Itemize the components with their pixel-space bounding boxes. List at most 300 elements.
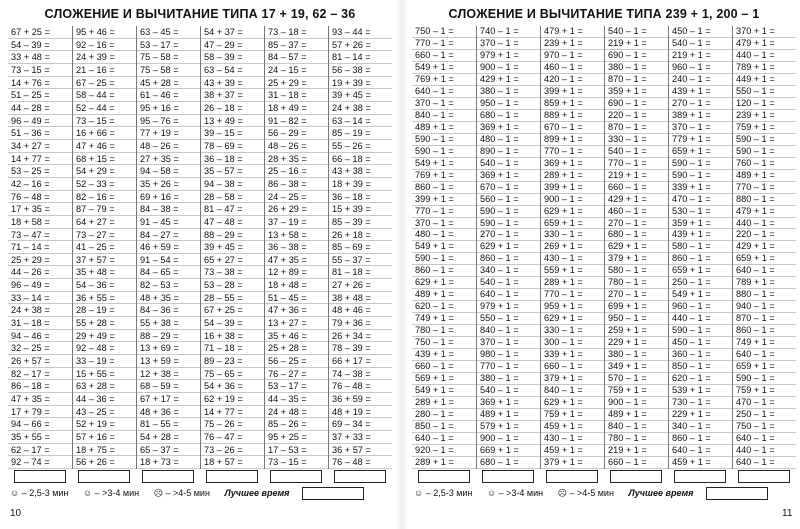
exercise-item: 64 + 27 =: [73, 216, 136, 229]
exercise-item: 449 + 1 =: [733, 74, 796, 86]
exercise-item: 55 – 26 =: [329, 140, 392, 153]
exercise-item: 24 + 38 =: [329, 102, 392, 115]
exercise-item: 26 + 34 =: [329, 330, 392, 343]
exercise-item: 84 – 38 =: [137, 203, 200, 216]
exercise-item: 35 + 48 =: [73, 266, 136, 279]
exercise-item: 620 – 1 =: [669, 373, 732, 385]
exercise-item: 549 + 1 =: [412, 241, 476, 253]
exercise-item: 89 – 23 =: [201, 355, 264, 368]
exercise-item: 39 – 15 =: [201, 127, 264, 140]
exercise-item: 660 – 1 =: [541, 361, 604, 373]
exercise-item: 580 – 1 =: [669, 241, 732, 253]
exercise-item: 28 – 55 =: [201, 292, 264, 305]
legend-medium: ☺ – >3-4 мин: [486, 487, 544, 498]
exercise-item: 300 – 1 =: [541, 337, 604, 349]
exercise-item: 769 + 1 =: [412, 74, 476, 86]
left-legend: [10, 487, 394, 500]
exercise-item: 51 – 36 =: [8, 127, 72, 140]
exercise-item: 54 – 39 =: [201, 317, 264, 330]
exercise-item: 340 – 1 =: [669, 421, 732, 433]
exercise-item: 219 + 1 =: [669, 50, 732, 62]
exercise-item: 37 – 19 =: [265, 216, 328, 229]
exercise-item: 47 – 48 =: [201, 216, 264, 229]
exercise-item: 660 – 1 =: [412, 361, 476, 373]
exercise-item: 880 – 1 =: [733, 194, 796, 206]
page-number: 10: [10, 508, 22, 519]
exercise-item: 85 – 37 =: [265, 39, 328, 52]
exercise-item: 629 + 1 =: [412, 277, 476, 289]
exercise-item: 590 – 1 =: [669, 170, 732, 182]
exercise-item: 250 – 1 =: [733, 409, 796, 421]
exercise-item: 670 – 1 =: [477, 182, 540, 194]
exercise-item: 270 – 1 =: [669, 98, 732, 110]
exercise-item: 47 – 29 =: [201, 39, 264, 52]
exercise-item: 940 – 1 =: [733, 301, 796, 313]
exercise-item: 95 + 46 =: [73, 26, 136, 39]
time-box: [142, 470, 194, 483]
exercise-item: 459 + 1 =: [541, 421, 604, 433]
exercise-item: 590 – 1 =: [733, 146, 796, 158]
exercise-item: 79 + 36 =: [329, 317, 392, 330]
exercise-item: 67 + 17 =: [137, 393, 200, 406]
exercise-item: 76 – 48 =: [329, 456, 392, 469]
exercise-item: 54 – 39 =: [8, 39, 72, 52]
exercise-item: 31 – 18 =: [265, 89, 328, 102]
exercise-item: 470 – 1 =: [669, 194, 732, 206]
exercise-item: 660 – 1 =: [605, 457, 668, 469]
exercise-item: 71 – 14 =: [8, 241, 72, 254]
exercise-item: 750 – 1 =: [412, 337, 476, 349]
exercise-item: 840 – 1 =: [412, 110, 476, 122]
time-box: [14, 470, 66, 483]
exercise-item: 44 – 36 =: [73, 393, 136, 406]
exercise-item: 240 – 1 =: [669, 74, 732, 86]
exercise-item: 39 + 45 =: [329, 89, 392, 102]
exercise-item: 270 – 1 =: [605, 218, 668, 230]
exercise-item: 84 – 36 =: [137, 304, 200, 317]
exercise-item: 289 + 1 =: [541, 170, 604, 182]
exercise-item: 340 – 1 =: [477, 265, 540, 277]
exercise-item: 58 – 44 =: [73, 89, 136, 102]
exercise-item: 330 – 1 =: [541, 325, 604, 337]
exercise-item: 640 – 1 =: [477, 289, 540, 301]
exercise-item: 18 + 48 =: [265, 279, 328, 292]
exercise-item: 52 – 44 =: [73, 102, 136, 115]
exercise-item: 289 + 1 =: [412, 397, 476, 409]
exercise-item: 33 – 19 =: [73, 355, 136, 368]
exercise-item: 220 – 1 =: [605, 110, 668, 122]
exercise-item: 35 + 55 =: [8, 431, 72, 444]
exercise-item: 770 – 1 =: [541, 289, 604, 301]
exercise-item: 680 – 1 =: [605, 229, 668, 241]
time-box: [206, 470, 258, 483]
exercise-item: 31 – 18 =: [8, 317, 72, 330]
exercise-item: 86 – 38 =: [265, 178, 328, 191]
exercise-item: 369 + 1 =: [541, 158, 604, 170]
exercise-item: 32 – 25 =: [8, 342, 72, 355]
exercise-item: 379 + 1 =: [541, 373, 604, 385]
exercise-item: 56 – 38 =: [329, 64, 392, 77]
legend-best-time: Лучшее время: [224, 487, 290, 498]
exercise-item: 47 + 36 =: [265, 304, 328, 317]
exercise-item: 28 – 58 =: [201, 191, 264, 204]
exercise-item: 48 + 36 =: [137, 406, 200, 419]
exercise-item: 35 + 26 =: [137, 178, 200, 191]
exercise-item: 669 + 1 =: [477, 445, 540, 457]
exercise-item: 219 + 1 =: [605, 445, 668, 457]
exercise-item: 81 – 55 =: [137, 418, 200, 431]
exercise-item: 71 – 18 =: [201, 342, 264, 355]
exercise-item: 36 + 55 =: [73, 292, 136, 305]
exercise-item: 430 – 1 =: [541, 433, 604, 445]
exercise-item: 18 + 58 =: [8, 216, 72, 229]
exercise-item: 56 – 25 =: [265, 355, 328, 368]
exercise-item: 84 – 57 =: [265, 51, 328, 64]
exercise-item: 28 – 19 =: [73, 304, 136, 317]
exercise-item: 289 + 1 =: [412, 457, 476, 469]
exercise-item: 370 – 1 =: [477, 337, 540, 349]
exercise-item: 93 – 44 =: [329, 26, 392, 39]
exercise-item: 270 – 1 =: [605, 289, 668, 301]
exercise-item: 540 – 1 =: [605, 146, 668, 158]
exercise-item: 78 – 69 =: [201, 140, 264, 153]
exercise-item: 439 + 1 =: [669, 86, 732, 98]
exercise-item: 94 – 38 =: [201, 178, 264, 191]
exercise-item: 540 – 1 =: [669, 38, 732, 50]
exercise-item: 860 – 1 =: [412, 265, 476, 277]
exercise-column: [264, 26, 328, 469]
exercise-item: 339 + 1 =: [541, 349, 604, 361]
exercise-item: 18 + 73 =: [137, 456, 200, 469]
exercise-item: 750 – 1 =: [733, 421, 796, 433]
exercise-item: 580 – 1 =: [605, 265, 668, 277]
exercise-item: 479 + 1 =: [733, 38, 796, 50]
exercise-item: 94 – 58 =: [137, 165, 200, 178]
exercise-item: 47 + 35 =: [265, 254, 328, 267]
exercise-item: 54 + 36 =: [201, 380, 264, 393]
time-box: [610, 470, 662, 483]
exercise-item: 18 + 39 =: [329, 178, 392, 191]
exercise-item: 47 + 35 =: [8, 393, 72, 406]
exercise-item: 65 + 27 =: [201, 254, 264, 267]
exercise-item: 81 – 47 =: [201, 203, 264, 216]
exercise-item: 13 + 27 =: [265, 317, 328, 330]
exercise-item: 62 – 17 =: [8, 444, 72, 457]
exercise-item: 48 + 19 =: [329, 406, 392, 419]
exercise-column: [732, 26, 796, 469]
exercise-item: 480 – 1 =: [412, 229, 476, 241]
exercise-item: 379 + 1 =: [541, 457, 604, 469]
exercise-item: 58 – 39 =: [201, 51, 264, 64]
exercise-item: 659 + 1 =: [669, 265, 732, 277]
exercise-item: 12 + 89 =: [265, 266, 328, 279]
exercise-item: 26 – 18 =: [201, 102, 264, 115]
exercise-item: 590 – 1 =: [669, 158, 732, 170]
exercise-item: 560 – 1 =: [477, 194, 540, 206]
exercise-item: 73 – 18 =: [265, 26, 328, 39]
exercise-item: 750 – 1 =: [412, 26, 476, 38]
exercise-item: 48 + 46 =: [329, 304, 392, 317]
exercise-item: 659 + 1 =: [541, 218, 604, 230]
exercise-item: 74 – 38 =: [329, 368, 392, 381]
exercise-item: 370 – 1 =: [477, 38, 540, 50]
exercise-item: 429 + 1 =: [605, 194, 668, 206]
exercise-item: 15 + 55 =: [73, 368, 136, 381]
exercise-item: 840 – 1 =: [477, 325, 540, 337]
exercise-item: 759 + 1 =: [541, 409, 604, 421]
exercise-item: 57 + 16 =: [73, 431, 136, 444]
exercise-item: 450 – 1 =: [669, 337, 732, 349]
exercise-item: 36 – 38 =: [265, 241, 328, 254]
exercise-item: 440 – 1 =: [733, 218, 796, 230]
exercise-item: 270 – 1 =: [477, 229, 540, 241]
exercise-item: 18 + 49 =: [265, 102, 328, 115]
exercise-item: 370 + 1 =: [733, 26, 796, 38]
exercise-item: 42 – 16 =: [8, 178, 72, 191]
exercise-item: 859 + 1 =: [541, 98, 604, 110]
exercise-item: 13 + 69 =: [137, 342, 200, 355]
exercise-item: 18 + 75 =: [73, 444, 136, 457]
exercise-item: 759 + 1 =: [733, 122, 796, 134]
exercise-item: 349 + 1 =: [605, 361, 668, 373]
exercise-item: 840 – 1 =: [541, 385, 604, 397]
exercise-item: 549 + 1 =: [412, 62, 476, 74]
exercise-item: 73 – 27 =: [73, 229, 136, 242]
exercise-item: 24 – 15 =: [265, 64, 328, 77]
exercise-item: 120 – 1 =: [733, 98, 796, 110]
right-time-boxes: [412, 470, 796, 482]
exercise-item: 440 – 1 =: [733, 445, 796, 457]
exercise-item: 860 – 1 =: [412, 182, 476, 194]
exercise-item: 539 + 1 =: [669, 385, 732, 397]
exercise-item: 640 – 1 =: [733, 457, 796, 469]
exercise-item: 91 – 45 =: [137, 216, 200, 229]
exercise-item: 670 – 1 =: [541, 122, 604, 134]
exercise-item: 489 + 1 =: [605, 409, 668, 421]
exercise-item: 82 – 16 =: [73, 191, 136, 204]
right-exercise-grid: [412, 26, 796, 469]
exercise-item: 489 + 1 =: [477, 409, 540, 421]
exercise-item: 75 – 58 =: [137, 64, 200, 77]
exercise-column: [200, 26, 264, 469]
exercise-item: 430 – 1 =: [541, 253, 604, 265]
exercise-item: 880 – 1 =: [733, 289, 796, 301]
exercise-item: 780 – 1 =: [412, 325, 476, 337]
exercise-item: 55 + 38 =: [137, 317, 200, 330]
exercise-item: 439 + 1 =: [669, 229, 732, 241]
exercise-item: 96 – 49 =: [8, 115, 72, 128]
exercise-item: 37 + 57 =: [73, 254, 136, 267]
exercise-item: 440 – 1 =: [733, 50, 796, 62]
exercise-item: 67 + 25 =: [201, 304, 264, 317]
exercise-item: 440 – 1 =: [669, 313, 732, 325]
best-time-box: [302, 487, 364, 500]
exercise-item: 73 – 15 =: [8, 64, 72, 77]
exercise-item: 81 – 18 =: [329, 266, 392, 279]
exercise-item: 29 + 49 =: [73, 330, 136, 343]
right-legend: [414, 487, 798, 500]
exercise-item: 470 – 1 =: [733, 397, 796, 409]
exercise-item: 67 – 25 =: [73, 77, 136, 90]
exercise-item: 760 – 1 =: [733, 158, 796, 170]
exercise-item: 41 – 25 =: [73, 241, 136, 254]
exercise-item: 779 + 1 =: [669, 134, 732, 146]
exercise-item: 690 – 1 =: [605, 98, 668, 110]
exercise-item: 43 – 25 =: [73, 406, 136, 419]
exercise-item: 379 + 1 =: [605, 253, 668, 265]
exercise-item: 48 + 35 =: [137, 292, 200, 305]
exercise-item: 94 – 46 =: [8, 330, 72, 343]
left-page-title: СЛОЖЕНИЕ И ВЫЧИТАНИЕ ТИПА 17 + 19, 62 – 36: [44, 7, 356, 21]
exercise-item: 590 – 1 =: [733, 373, 796, 385]
exercise-item: 690 – 1 =: [605, 50, 668, 62]
exercise-item: 339 + 1 =: [669, 182, 732, 194]
exercise-item: 850 – 1 =: [412, 421, 476, 433]
exercise-item: 659 + 1 =: [733, 361, 796, 373]
exercise-item: 28 + 35 =: [265, 153, 328, 166]
exercise-item: 51 – 25 =: [8, 89, 72, 102]
exercise-item: 640 – 1 =: [412, 86, 476, 98]
time-box: [270, 470, 322, 483]
exercise-item: 540 – 1 =: [605, 26, 668, 38]
exercise-item: 82 – 17 =: [8, 368, 72, 381]
right-page-title: СЛОЖЕНИЕ И ВЫЧИТАНИЕ ТИПА 239 + 1, 200 – 1: [448, 7, 760, 21]
exercise-item: 870 – 1 =: [605, 122, 668, 134]
exercise-item: 549 + 1 =: [669, 289, 732, 301]
exercise-item: 660 – 1 =: [605, 182, 668, 194]
exercise-item: 559 + 1 =: [541, 265, 604, 277]
exercise-item: 269 + 1 =: [541, 241, 604, 253]
exercise-item: 770 – 1 =: [477, 361, 540, 373]
exercise-item: 540 – 1 =: [477, 277, 540, 289]
exercise-item: 640 – 1 =: [733, 265, 796, 277]
exercise-item: 85 – 69 =: [329, 241, 392, 254]
exercise-item: 900 – 1 =: [605, 397, 668, 409]
legend-best-time: Лучшее время: [628, 487, 694, 498]
exercise-item: 61 – 46 =: [137, 89, 200, 102]
exercise-item: 38 + 48 =: [329, 292, 392, 305]
exercise-item: 18 + 57 =: [201, 456, 264, 469]
legend-slow: ☹ – >4-5 мин: [557, 487, 614, 498]
exercise-item: 55 – 37 =: [329, 254, 392, 267]
exercise-item: 259 + 1 =: [605, 325, 668, 337]
exercise-item: 63 – 14 =: [329, 115, 392, 128]
exercise-item: 359 + 1 =: [669, 218, 732, 230]
exercise-item: 489 + 1 =: [733, 170, 796, 182]
exercise-item: 629 + 1 =: [541, 206, 604, 218]
exercise-item: 62 + 19 =: [201, 393, 264, 406]
exercise-item: 25 + 29 =: [8, 254, 72, 267]
exercise-item: 759 + 1 =: [605, 385, 668, 397]
exercise-item: 26 + 57 =: [8, 355, 72, 368]
exercise-item: 17 – 53 =: [265, 444, 328, 457]
exercise-item: 870 – 1 =: [605, 74, 668, 86]
exercise-item: 769 + 1 =: [412, 170, 476, 182]
exercise-item: 68 + 15 =: [73, 153, 136, 166]
exercise-item: 54 – 36 =: [73, 279, 136, 292]
exercise-item: 95 + 25 =: [265, 431, 328, 444]
exercise-item: 369 + 1 =: [477, 170, 540, 182]
exercise-item: 92 – 48 =: [73, 342, 136, 355]
exercise-item: 459 + 1 =: [669, 457, 732, 469]
exercise-item: 85 – 19 =: [329, 127, 392, 140]
exercise-item: 56 + 26 =: [73, 456, 136, 469]
legend-fast: ☺ – 2,5-3 мин: [414, 487, 473, 498]
exercise-item: 78 – 39 =: [329, 342, 392, 355]
exercise-column: [72, 26, 136, 469]
time-box: [546, 470, 598, 483]
exercise-item: 85 – 39 =: [329, 216, 392, 229]
exercise-item: 590 – 1 =: [412, 253, 476, 265]
exercise-item: 380 – 1 =: [477, 373, 540, 385]
exercise-item: 56 – 29 =: [265, 127, 328, 140]
time-box: [738, 470, 790, 483]
exercise-item: 69 + 16 =: [137, 191, 200, 204]
exercise-item: 92 – 16 =: [73, 39, 136, 52]
exercise-item: 24 + 48 =: [265, 406, 328, 419]
exercise-item: 889 + 1 =: [541, 110, 604, 122]
exercise-item: 37 + 33 =: [329, 431, 392, 444]
exercise-item: 399 + 1 =: [541, 182, 604, 194]
exercise-item: 740 – 1 =: [477, 26, 540, 38]
exercise-item: 94 – 66 =: [8, 418, 72, 431]
exercise-item: 92 – 74 =: [8, 456, 72, 469]
exercise-item: 420 – 1 =: [541, 74, 604, 86]
exercise-item: 86 – 18 =: [8, 380, 72, 393]
exercise-item: 73 – 38 =: [201, 266, 264, 279]
exercise-item: 65 – 37 =: [137, 444, 200, 457]
exercise-item: 380 – 1 =: [605, 62, 668, 74]
exercise-item: 63 – 54 =: [201, 64, 264, 77]
exercise-item: 14 + 77 =: [201, 406, 264, 419]
exercise-item: 19 + 39 =: [329, 77, 392, 90]
exercise-item: 749 + 1 =: [412, 313, 476, 325]
exercise-item: 389 + 1 =: [669, 110, 732, 122]
exercise-item: 66 + 17 =: [329, 355, 392, 368]
exercise-item: 54 + 28 =: [137, 431, 200, 444]
exercise-item: 960 – 1 =: [669, 62, 732, 74]
exercise-item: 88 – 29 =: [201, 229, 264, 242]
exercise-item: 17 + 79 =: [8, 406, 72, 419]
exercise-item: 789 + 1 =: [733, 62, 796, 74]
exercise-item: 63 – 45 =: [137, 26, 200, 39]
exercise-item: 229 + 1 =: [669, 409, 732, 421]
exercise-item: 14 + 77 =: [8, 153, 72, 166]
exercise-item: 13 + 59 =: [137, 355, 200, 368]
exercise-item: 73 – 15 =: [73, 115, 136, 128]
exercise-item: 659 + 1 =: [733, 253, 796, 265]
exercise-item: 980 – 1 =: [477, 349, 540, 361]
exercise-item: 36 – 18 =: [329, 191, 392, 204]
exercise-item: 330 – 1 =: [605, 134, 668, 146]
exercise-item: 370 – 1 =: [412, 98, 476, 110]
exercise-item: 640 – 1 =: [733, 433, 796, 445]
exercise-item: 33 – 14 =: [8, 292, 72, 305]
exercise-item: 359 + 1 =: [605, 86, 668, 98]
exercise-item: 220 – 1 =: [733, 229, 796, 241]
exercise-item: 44 – 35 =: [265, 393, 328, 406]
exercise-item: 53 – 17 =: [137, 39, 200, 52]
exercise-item: 280 – 1 =: [412, 409, 476, 421]
exercise-item: 780 – 1 =: [605, 433, 668, 445]
exercise-item: 52 + 19 =: [73, 418, 136, 431]
exercise-item: 569 + 1 =: [412, 373, 476, 385]
exercise-item: 44 – 28 =: [8, 102, 72, 115]
exercise-item: 48 – 26 =: [137, 140, 200, 153]
exercise-item: 44 – 26 =: [8, 266, 72, 279]
exercise-item: 590 – 1 =: [412, 134, 476, 146]
exercise-item: 439 + 1 =: [412, 349, 476, 361]
